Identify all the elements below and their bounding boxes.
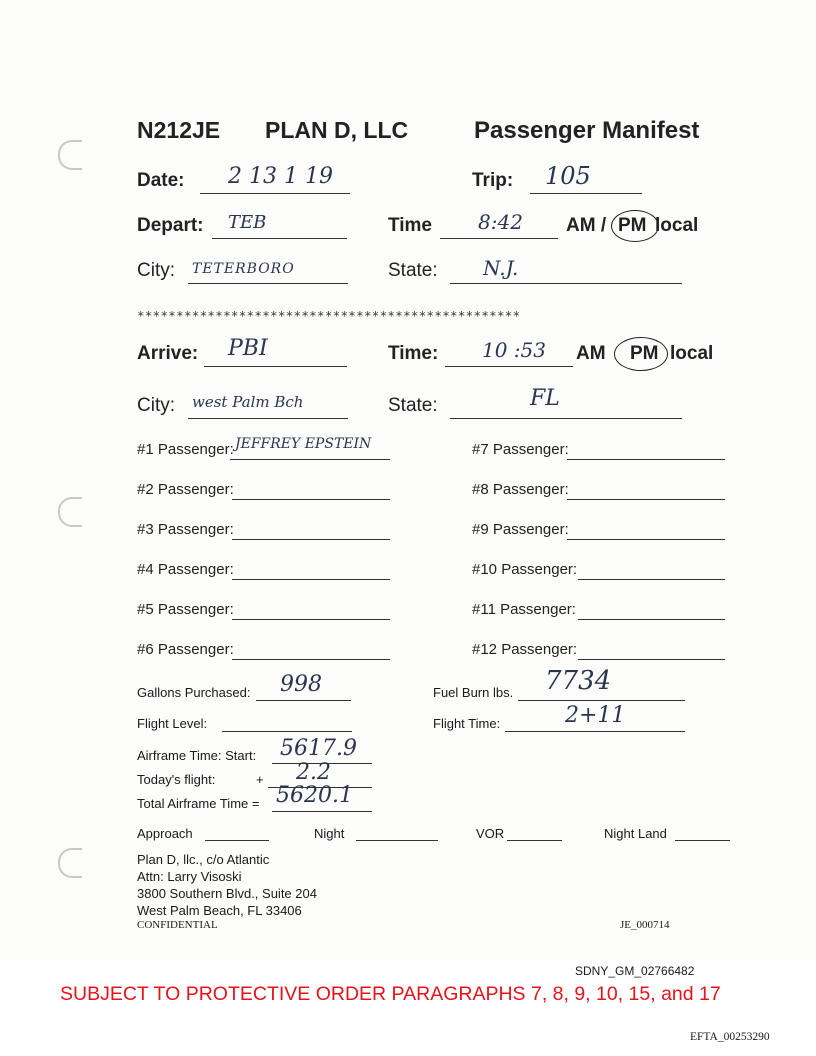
passenger-1-line: [230, 459, 390, 460]
passenger-9-line: [567, 539, 725, 540]
arrive-city-label: City:: [137, 395, 175, 416]
arrive-state-value: FL: [530, 386, 560, 411]
passenger-3-label: #3 Passenger:: [137, 521, 234, 538]
trip-line: [530, 193, 642, 194]
night-land-line: [675, 840, 730, 841]
binder-hole-middle: [58, 497, 82, 527]
passenger-1-label: #1 Passenger:: [137, 441, 234, 458]
arrive-value: PBI: [228, 336, 268, 361]
passenger-7-line: [567, 459, 725, 460]
depart-time-line: [440, 238, 558, 239]
night-label: Night: [314, 826, 345, 841]
flight-level-label: Flight Level:: [137, 716, 208, 731]
arrive-city-value: west Palm Bch: [192, 393, 304, 411]
arrive-local-label: local: [670, 343, 714, 364]
trip-value: 105: [545, 162, 591, 190]
approach-line: [205, 840, 269, 841]
fuel-burn-label: Fuel Burn lbs.: [433, 685, 514, 700]
arrive-am-label: AM: [576, 343, 606, 364]
airframe-start-label: Airframe Time: Start:: [137, 748, 257, 763]
arrive-label: Arrive:: [137, 343, 199, 364]
arrive-state-line: [450, 418, 682, 419]
airframe-start-value: 5617.9: [280, 736, 357, 761]
flight-time-line: [505, 731, 685, 732]
flight-level-line: [222, 731, 352, 732]
arrive-time-label: Time:: [388, 343, 439, 364]
arrive-pm-circle: [614, 337, 668, 371]
todays-flight-label: Today's flight:: [137, 772, 216, 787]
night-land-label: Night Land: [604, 826, 667, 841]
passenger-5-label: #5 Passenger:: [137, 601, 234, 618]
date-label: Date:: [137, 170, 185, 191]
depart-state-line: [450, 283, 682, 284]
depart-state-value: N.J.: [483, 256, 519, 280]
depart-pm-circle: [611, 210, 659, 242]
passenger-9-label: #9 Passenger:: [472, 521, 569, 538]
passenger-2-line: [232, 499, 390, 500]
total-airframe-line: [272, 811, 372, 812]
flight-time-value: 2+11: [565, 703, 626, 728]
passenger-10-label: #10 Passenger:: [472, 561, 578, 578]
date-value: 2 13 1 19: [228, 164, 333, 189]
depart-time-value: 8:42: [478, 210, 523, 234]
page-title: Passenger Manifest: [474, 117, 700, 144]
address-line-2: Attn: Larry Visoski: [137, 869, 242, 884]
flight-time-label: Flight Time:: [433, 716, 501, 731]
passenger-2-label: #2 Passenger:: [137, 481, 234, 498]
depart-am-label: AM /: [566, 215, 607, 236]
confidential-stamp: CONFIDENTIAL: [137, 919, 218, 931]
passenger-3-line: [232, 539, 390, 540]
gallons-line: [256, 700, 351, 701]
fuel-burn-line: [518, 700, 685, 701]
depart-city-label: City:: [137, 260, 175, 281]
passenger-8-label: #8 Passenger:: [472, 481, 569, 498]
passenger-6-label: #6 Passenger:: [137, 641, 234, 658]
arrive-time-value: 10 :53: [482, 338, 546, 362]
efta-number: EFTA_00253290: [690, 1031, 770, 1043]
arrive-city-line: [188, 418, 348, 419]
address-line-4: West Palm Beach, FL 33406: [137, 903, 302, 918]
gallons-label: Gallons Purchased:: [137, 685, 251, 700]
address-line-1: Plan D, llc., c/o Atlantic: [137, 852, 270, 867]
arrive-time-line: [445, 366, 573, 367]
approach-label: Approach: [137, 826, 193, 841]
binder-hole-bottom: [58, 848, 82, 878]
gallons-value: 998: [280, 672, 322, 697]
date-line: [200, 193, 350, 194]
passenger-11-line: [578, 619, 725, 620]
arrive-pm-label: PM: [630, 343, 659, 364]
bates-number: SDNY_GM_02766482: [575, 964, 695, 978]
arrive-state-label: State:: [388, 395, 438, 416]
passenger-8-line: [567, 499, 725, 500]
address-line-3: 3800 Southern Blvd., Suite 204: [137, 886, 317, 901]
separator-stars: *************************************************: [137, 308, 521, 323]
depart-line: [212, 238, 347, 239]
passenger-4-label: #4 Passenger:: [137, 561, 234, 578]
todays-flight-value: 2.2: [296, 760, 331, 785]
depart-city-line: [188, 283, 348, 284]
night-line: [356, 840, 438, 841]
fuel-burn-value: 7734: [545, 666, 612, 696]
vor-label: VOR: [476, 826, 505, 841]
depart-label: Depart:: [137, 215, 204, 236]
passenger-1-value: JEFFREY EPSTEIN: [235, 436, 372, 452]
passenger-6-line: [232, 659, 390, 660]
total-airframe-value: 5620.1: [276, 783, 353, 808]
arrive-line: [204, 366, 347, 367]
depart-city-value: TETERBORO: [192, 261, 295, 277]
protective-order-notice: SUBJECT TO PROTECTIVE ORDER PARAGRAPHS 7, 8, 9, 10, 15, and 17: [60, 983, 721, 1005]
todays-flight-plus: +: [256, 772, 264, 787]
vor-line: [507, 840, 562, 841]
depart-state-label: State:: [388, 260, 438, 281]
depart-local-label: local: [655, 215, 699, 236]
depart-time-label: Time: [388, 215, 433, 236]
depart-value: TEB: [228, 212, 267, 233]
passenger-12-label: #12 Passenger:: [472, 641, 578, 658]
trip-label: Trip:: [472, 170, 514, 191]
passenger-12-line: [578, 659, 725, 660]
passenger-11-label: #11 Passenger:: [472, 601, 576, 618]
passenger-7-label: #7 Passenger:: [472, 441, 569, 458]
doc-id: JE_000714: [620, 919, 670, 931]
binder-hole-top: [58, 140, 82, 170]
passenger-5-line: [232, 619, 390, 620]
passenger-4-line: [232, 579, 390, 580]
company-name: PLAN D, LLC: [265, 117, 409, 143]
depart-pm-label: PM: [618, 215, 647, 236]
total-airframe-label: Total Airframe Time =: [137, 796, 260, 811]
tail-number: N212JE: [137, 117, 221, 143]
passenger-10-line: [578, 579, 725, 580]
